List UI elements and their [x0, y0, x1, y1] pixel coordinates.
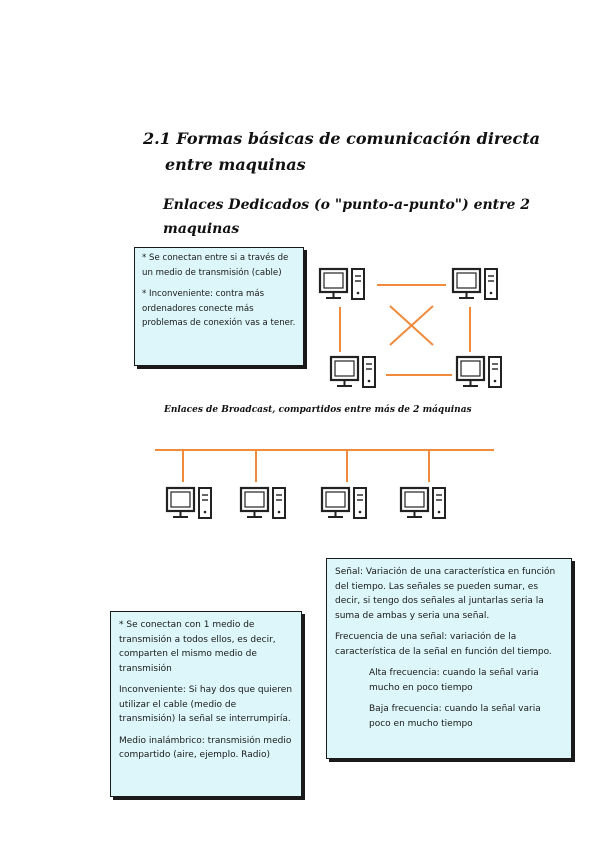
note-dedicated-p1: * Se conectan entre si a través de un medio de transmisión (cable): [142, 253, 289, 278]
note-broadcast-p1: * Se conectan con 1 medio de transmisión a todos ellos, es decir, comparten el mismo medio de transmisión: [119, 620, 276, 674]
desktop-computer-icon: [320, 269, 364, 299]
note-signal-p1: Señal: Variación de una característica en función del tiempo. Las señales se pueden sumar, es decir, si tengo dos señales al juntarlas seria la suma de ambas y seria una señal.: [335, 567, 556, 621]
note-signal: [326, 558, 572, 759]
desktop-computer-icon: [167, 488, 211, 518]
subtitle-line-1: Enlaces Dedicados (o "punto-a-punto") entre 2: [163, 197, 531, 213]
note-broadcast-p2: Inconveniente: Si hay dos que quieren utilizar el cable (medio de transmisión) la señal se interrumpiría.: [119, 685, 293, 724]
note-signal-p4: Baja frecuencia: cuando la señal varia poco en mucho tiempo: [369, 704, 541, 729]
broadcast-heading: Enlaces de Broadcast, compartidos entre más de 2 máquinas: [164, 405, 472, 415]
desktop-computer-icon: [401, 488, 445, 518]
title-line-1: 2.1 Formas básicas de comunicación directa: [143, 129, 540, 148]
note-signal-p3: Alta frecuencia: cuando la señal varia mucho en poco tiempo: [369, 668, 539, 693]
note-broadcast: [110, 611, 302, 797]
broadcast-bus: [155, 450, 494, 482]
desktop-computer-icon: [241, 488, 285, 518]
title-line-2: entre maquinas: [165, 155, 306, 174]
note-broadcast-p3: Medio inalámbrico: transmisión medio compartido (aire, ejemplo. Radio): [119, 735, 292, 760]
note-dedicated-p2: * Inconveniente: contra más ordenadores conecte más problemas de conexión vas a tener.: [142, 289, 296, 328]
desktop-computer-icon: [322, 488, 366, 518]
desktop-computer-icon: [457, 357, 501, 387]
desktop-computer-icon: [453, 269, 497, 299]
desktop-computer-icon: [331, 357, 375, 387]
note-signal-p2: Frecuencia de una señal: variación de la característica de la señal en función del tiempo.: [335, 632, 552, 657]
subtitle-line-2: maquinas: [163, 221, 240, 237]
